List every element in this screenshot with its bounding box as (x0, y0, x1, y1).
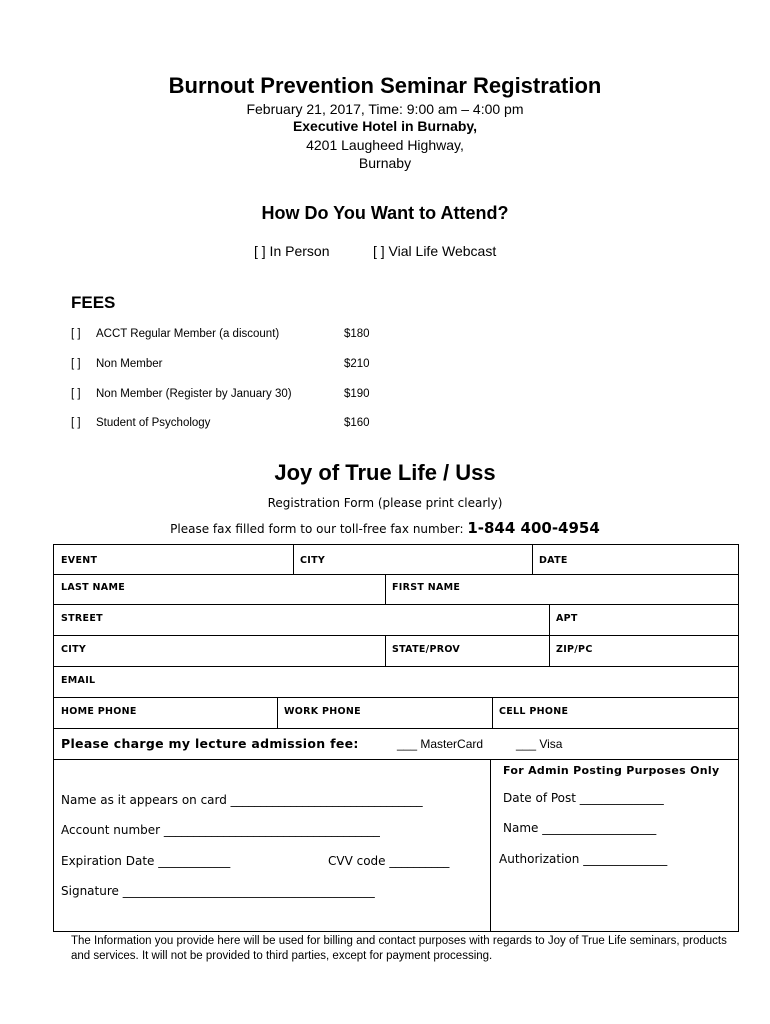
street-field[interactable]: STREET (61, 613, 103, 624)
authorization-field[interactable]: Authorization ______________ (499, 852, 668, 866)
city-field[interactable]: CITY (61, 644, 87, 655)
email-field[interactable]: EMAIL (61, 675, 96, 686)
date-field[interactable]: DATE (539, 555, 568, 566)
fee-price: $160 (344, 417, 370, 429)
fees-heading: FEES (71, 293, 116, 312)
work-phone-field[interactable]: WORK PHONE (284, 706, 361, 717)
admin-heading: For Admin Posting Purposes Only (503, 764, 720, 777)
fee-checkbox[interactable]: [ ] (71, 358, 81, 370)
row-divider (54, 697, 738, 698)
fee-option-regular-member[interactable] (71, 328, 391, 344)
column-divider (549, 635, 550, 666)
row-divider (54, 604, 738, 605)
fee-option-non-member-early[interactable] (71, 388, 391, 404)
organization-title: Joy of True Life / Uss (274, 460, 496, 485)
home-phone-field[interactable]: HOME PHONE (61, 706, 137, 717)
row-divider (54, 574, 738, 575)
event-date-time: February 21, 2017, Time: 9:00 am – 4:00 pm (246, 101, 524, 117)
venue-name: Executive Hotel in Burnaby, (292, 118, 478, 134)
column-divider (549, 604, 550, 635)
registration-form (53, 544, 739, 932)
privacy-notice: The Information you provide here will be used for billing and contact purposes with regards to Joy of True Life seminars, products and services. It will not be provided to third parties, except for payment processing. (71, 935, 727, 962)
fee-checkbox[interactable]: [ ] (71, 328, 81, 340)
venue-address-line1: 4201 Laugheed Highway, (306, 137, 464, 153)
fee-price: $180 (344, 328, 370, 340)
attend-heading: How Do You Want to Attend? (261, 203, 509, 223)
date-of-post-field[interactable]: Date of Post ______________ (503, 791, 664, 805)
fax-number: 1-844 400-4954 (467, 519, 600, 537)
apt-field[interactable]: APT (556, 613, 578, 624)
account-number-field[interactable]: Account number ____________________________________ (61, 823, 380, 837)
zip-pc-field[interactable]: ZIP/PC (556, 644, 593, 655)
attend-in-person-option[interactable]: [ ] In Person (254, 243, 330, 259)
fee-checkbox[interactable]: [ ] (71, 388, 81, 400)
fax-text: Please fax filled form to our toll-free fax number: (170, 522, 464, 536)
cell-phone-field[interactable]: CELL PHONE (499, 706, 569, 717)
attend-webcast-option[interactable]: [ ] Vial Life Webcast (373, 243, 497, 259)
row-divider (54, 759, 738, 760)
column-divider (385, 574, 386, 604)
venue-address-line2: Burnaby (358, 155, 412, 171)
mastercard-option[interactable]: ___ MasterCard (397, 737, 484, 751)
fax-instructions (0, 519, 770, 537)
column-divider (277, 697, 278, 728)
fee-option-student[interactable] (71, 417, 391, 433)
charge-fee-label: Please charge my lecture admission fee: (61, 736, 359, 751)
first-name-field[interactable]: FIRST NAME (392, 582, 461, 593)
admin-name-field[interactable]: Name ___________________ (503, 821, 657, 835)
fee-label: Student of Psychology (96, 417, 211, 429)
name-on-card-field[interactable]: Name as it appears on card ________________________________ (61, 793, 423, 807)
row-divider (54, 635, 738, 636)
fee-label: Non Member (96, 358, 163, 370)
cvv-field[interactable]: CVV code __________ (328, 854, 450, 868)
page-title: Burnout Prevention Seminar Registration (168, 73, 602, 98)
visa-option[interactable]: ___ Visa (516, 737, 563, 751)
fee-checkbox[interactable]: [ ] (71, 417, 81, 429)
fee-price: $190 (344, 388, 370, 400)
last-name-field[interactable]: LAST NAME (61, 582, 125, 593)
column-divider (492, 697, 493, 728)
fee-label: Non Member (Register by January 30) (96, 388, 292, 400)
signature-field[interactable]: Signature __________________________________________ (61, 884, 375, 898)
registration-subtitle: Registration Form (please print clearly) (267, 496, 503, 510)
state-prov-field[interactable]: STATE/PROV (392, 644, 461, 655)
event-city-field[interactable]: CITY (300, 555, 326, 566)
column-divider (532, 545, 533, 574)
fee-label: ACCT Regular Member (a discount) (96, 328, 280, 340)
column-divider (385, 635, 386, 666)
row-divider (54, 728, 738, 729)
expiration-date-field[interactable]: Expiration Date ____________ (61, 854, 231, 868)
row-divider (54, 666, 738, 667)
fee-price: $210 (344, 358, 370, 370)
fee-option-non-member[interactable] (71, 358, 391, 374)
column-divider (490, 759, 491, 932)
event-field[interactable]: EVENT (61, 555, 98, 566)
column-divider (293, 545, 294, 574)
